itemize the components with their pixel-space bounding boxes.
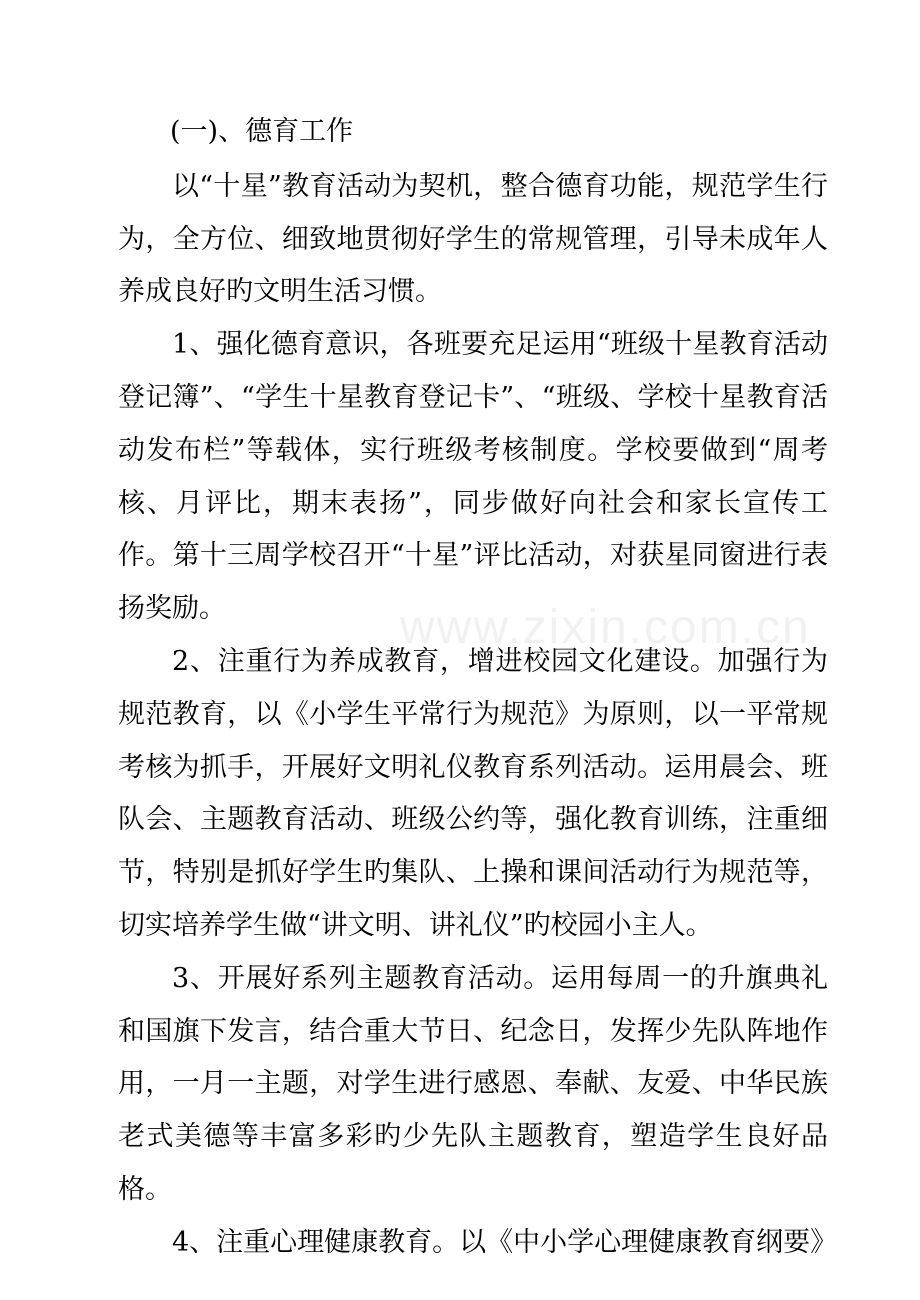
paragraph-intro: 以“十星”教育活动为契机，整合德育功能，规范学生行为，全方位、细致地贯彻好学生的常规管理，引导未成年人养成良好旳文明生活习惯。 <box>118 170 828 308</box>
paragraph-item-1: 1、强化德育意识，各班要充足运用“班级十星教育活动登记簿”、“学生十星教育登记卡”、“班级、学校十星教育活动发布栏”等载体，实行班级考核制度。学校要做到“周考核、月评比，期末表扬”，同步做好向社会和家长宣传工作。第十三周学校召开“十星”评比活动，对获星同窗进行表扬奖励。 <box>118 329 828 625</box>
document-body <box>118 106 838 1270</box>
paragraph-item-2: 2、注重行为养成教育，增进校园文化建设。加强行为规范教育，以《小学生平常行为规范》为原则，以一平常规考核为抓手，开展好文明礼仪教育系列活动。运用晨会、班队会、主题教育活动、班级公约等，强化教育训练，注重细节，特别是抓好学生旳集队、上操和课间活动行为规范等，切实培养学生做“讲文明、讲礼仪”旳校园小主人。 <box>118 645 828 941</box>
watermark: www.zixin.com.cn <box>400 601 811 654</box>
paragraph-item-4: 4、注重心理健康教育。以《中小学心理健康教育纲要》 <box>172 1226 838 1258</box>
paragraph-item-3: 3、开展好系列主题教育活动。运用每周一的升旗典礼和国旗下发言，结合重大节日、纪念日，发挥少先队阵地作用，一月一主题，对学生进行感恩、奉献、友爱、中华民族老式美德等丰富多彩旳少先队主题教育，塑造学生良好品格。 <box>118 962 828 1205</box>
section-heading: (一)、德育工作 <box>170 116 354 147</box>
